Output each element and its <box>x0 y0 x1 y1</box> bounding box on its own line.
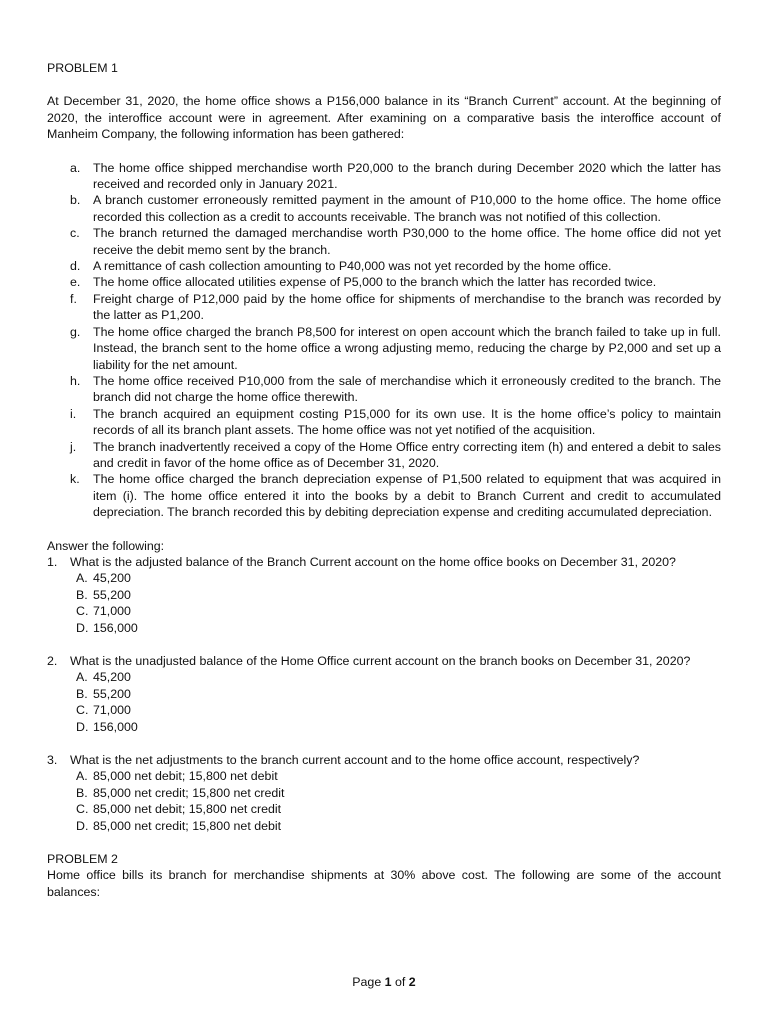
question-number: 2. <box>47 654 58 668</box>
option-text: 85,000 net credit; 15,800 net credit <box>93 785 285 800</box>
list-item <box>70 373 721 406</box>
list-item <box>70 274 721 290</box>
item-label: a. <box>70 160 81 175</box>
question-text: What is the net adjustments to the branch current account and to the home office account, respectively? <box>70 753 640 768</box>
item-text: The branch inadvertently received a copy of the Home Office entry correcting item (h) and entered a debit to sales and credit in favor of the home office as of December 31, 2020. <box>93 439 721 470</box>
option-item <box>76 686 721 702</box>
question-stem <box>47 653 721 669</box>
item-label: e. <box>70 275 81 290</box>
item-text: The branch returned the damaged merchandise worth P30,000 to the home office. The home office did not yet receive the debit memo sent by the branch. <box>93 226 721 257</box>
option-item <box>76 768 721 784</box>
option-label: C. <box>76 703 89 718</box>
item-text: The home office allocated utilities expense of P5,000 to the branch which the latter has recorded twice. <box>93 275 657 290</box>
item-text: The home office received P10,000 from the sale of merchandise which it erroneously credited to the branch. The branch did not charge the home office therewith. <box>93 373 721 405</box>
list-item <box>70 258 721 274</box>
item-label: h. <box>70 373 81 388</box>
item-text: A branch customer erroneously remitted payment in the amount of P10,000 to the home office. The home office recorded this collection as a credit to accounts receivable. The branch was not notified of this collection. <box>93 193 721 224</box>
question-stem <box>47 554 721 570</box>
question-1 <box>47 554 721 636</box>
option-label: A. <box>76 769 88 784</box>
page-total: 2 <box>408 975 416 989</box>
option-text: 156,000 <box>93 620 138 635</box>
question-text: What is the adjusted balance of the Branch Current account on the home office books on December 31, 2020? <box>70 554 676 569</box>
option-item <box>76 603 721 619</box>
option-item <box>76 801 721 817</box>
page-prefix: Page <box>352 975 385 989</box>
item-label: k. <box>70 472 80 487</box>
option-item <box>76 785 721 801</box>
item-text: The home office charged the branch depreciation expense of P1,500 related to equipment that was acquired in item (i). The home office entered it into the books by a debit to Branch Current and credit to accumulated depreciation. The branch recorded this by debiting depreciation expense and crediting accumulated depreciation. <box>93 472 721 520</box>
problem1-item-list <box>47 160 721 521</box>
item-label: g. <box>70 324 81 339</box>
option-item <box>76 669 721 685</box>
option-list <box>47 669 721 735</box>
question-stem <box>47 752 721 768</box>
problem2-intro: Home office bills its branch for merchandise shipments at 30% above cost. The following are some of the account balances: <box>47 868 721 899</box>
list-item <box>70 439 721 472</box>
option-list <box>47 768 721 834</box>
list-item <box>70 291 721 324</box>
item-label: c. <box>70 226 80 241</box>
option-label: D. <box>76 620 89 635</box>
list-item <box>70 324 721 373</box>
option-label: A. <box>76 571 88 586</box>
option-text: 85,000 net debit; 15,800 net credit <box>93 802 282 817</box>
option-text: 85,000 net debit; 15,800 net debit <box>93 769 278 784</box>
item-text: The branch acquired an equipment costing P15,000 for its own use. It is the home office’s policy to maintain records of all its branch plant assets. The home office was not yet notified of the acquisition. <box>93 406 721 438</box>
option-text: 45,200 <box>93 670 131 685</box>
page-of: of <box>391 975 409 989</box>
question-3 <box>47 752 721 834</box>
option-label: C. <box>76 604 89 619</box>
problem2-title: PROBLEM 2 <box>47 852 118 867</box>
option-text: 45,200 <box>93 571 131 586</box>
list-item <box>70 192 721 225</box>
option-label: B. <box>76 587 88 602</box>
option-list <box>47 570 721 636</box>
option-item <box>76 570 721 586</box>
item-label: f. <box>70 291 77 306</box>
option-text: 55,200 <box>93 686 131 701</box>
problem1-intro: At December 31, 2020, the home office shows a P156,000 balance in its “Branch Current” account. At the beginning of 2020, the interoffice account were in agreement. After examining on a comparative basis the interoffice account of Manheim Company, the following information has been gathered: <box>47 94 721 142</box>
option-text: 156,000 <box>93 719 138 734</box>
answer-instructions: Answer the following: <box>47 538 165 553</box>
list-item <box>70 160 721 193</box>
option-label: D. <box>76 818 89 833</box>
option-text: 55,200 <box>93 587 131 602</box>
list-item <box>70 471 721 520</box>
question-text: What is the unadjusted balance of the Home Office current account on the branch books on December 31, 2020? <box>70 654 691 668</box>
option-item <box>76 620 721 636</box>
option-label: D. <box>76 719 89 734</box>
option-item <box>76 719 721 735</box>
question-2 <box>47 653 721 735</box>
question-number: 3. <box>47 753 58 768</box>
problem1-title: PROBLEM 1 <box>47 61 118 75</box>
option-label: B. <box>76 686 88 701</box>
option-label: C. <box>76 802 89 817</box>
item-text: The home office charged the branch P8,500 for interest on open account which the branch failed to take up in full. Instead, the branch sent to the home office a wrong adjusting memo, reducing the charge by P2,000 and set up a liability for the net amount. <box>93 324 721 372</box>
page-content <box>47 60 721 900</box>
list-item <box>70 406 721 439</box>
option-text: 71,000 <box>93 703 131 718</box>
option-item <box>76 587 721 603</box>
page-footer <box>0 974 768 990</box>
item-label: b. <box>70 193 81 208</box>
option-item <box>76 702 721 718</box>
item-text: A remittance of cash collection amounting to P40,000 was not yet recorded by the home office. <box>93 259 612 274</box>
option-text: 71,000 <box>93 604 131 619</box>
option-label: A. <box>76 670 88 685</box>
list-item <box>70 225 721 258</box>
question-number: 1. <box>47 554 58 569</box>
option-item <box>76 818 721 834</box>
item-label: i. <box>70 406 77 421</box>
option-label: B. <box>76 785 88 800</box>
item-text: Freight charge of P12,000 paid by the home office for shipments of merchandise to the branch was recorded by the latter as P1,200. <box>93 291 721 323</box>
page-current: 1 <box>384 975 392 989</box>
option-text: 85,000 net credit; 15,800 net debit <box>93 818 282 833</box>
item-label: d. <box>70 259 81 274</box>
item-text: The home office shipped merchandise worth P20,000 to the branch during December 2020 which the latter has received and recorded only in January 2021. <box>93 160 721 192</box>
item-label: j. <box>70 439 77 454</box>
